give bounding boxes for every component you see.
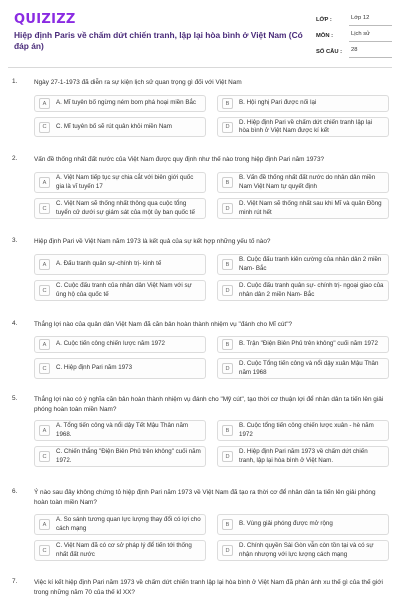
option-letter: B xyxy=(222,339,233,350)
option-text: D. Việt Nam sẽ thống nhất sau khi Mĩ và quân Đồng minh rút hết xyxy=(239,200,382,216)
option-letter: B xyxy=(222,519,233,530)
option-text: A. Mĩ tuyên bố ngừng ném bom phá hoại miền Bắc xyxy=(56,99,197,107)
option-text: D. Cuộc Tổng tiến công và nổi dậy xuân Mậu Thân năm 1968 xyxy=(239,360,379,376)
option-letter: D xyxy=(222,451,233,462)
question-text: Ý nào sau đây không chứng tỏ hiệp định Pari năm 1973 về Việt Nam đã tạo ra thời cơ để nhân dân ta tiến lên giải phóng hoàn toàn miền Nam? xyxy=(34,489,376,506)
question-number: 1. xyxy=(12,78,18,85)
answer-option-b[interactable] xyxy=(217,420,389,441)
option-letter: B xyxy=(222,98,233,109)
option-text: D. Hiệp định Pari năm 1973 về chấm dứt chiến tranh, lập lại hòa bình ở Việt Nam. xyxy=(239,448,368,464)
option-text: B. Cuộc đấu tranh kiên cường của nhân dân 2 miền Nam- Bắc xyxy=(239,256,382,272)
answer-option-c[interactable] xyxy=(34,540,206,561)
answer-options xyxy=(34,514,390,561)
meta-value: 28 xyxy=(349,47,392,58)
answer-option-b[interactable] xyxy=(217,254,389,275)
answer-option-d[interactable] xyxy=(217,358,389,379)
answer-option-d[interactable] xyxy=(217,540,389,561)
option-letter: B xyxy=(222,425,233,436)
option-text: D. Chính quyền Sài Gòn vẫn còn tồn tại và có sự nhận nhượng với lực lượng cách mạng xyxy=(239,542,374,558)
option-text: B. Cuộc tổng tiến công chiến lược xuân - hè năm 1972 xyxy=(239,422,374,438)
option-text: A. Việt Nam tiếp tục sự chia cắt với biên giới quốc gia là vĩ tuyến 17 xyxy=(56,174,194,190)
option-letter: C xyxy=(39,122,50,133)
question-text: Vấn đề thống nhất đất nước của Việt Nam được quy định như thế nào trong hiệp định Pari năm 1973? xyxy=(34,156,325,163)
question-text: Việc kí kết hiệp định Pari năm 1973 về chấm dứt chiến tranh lập lại hòa bình ở Việt Nam đã phản ánh xu thế gì của thế giới trong những năm 70 của thế kỉ XX? xyxy=(34,579,383,596)
option-text: A. So sánh tương quan lực lượng thay đổi có lợi cho cách mạng xyxy=(56,516,201,532)
option-text: B. Hội nghị Pari được nối lại xyxy=(239,99,317,107)
option-letter: D xyxy=(222,203,233,214)
answer-option-b[interactable] xyxy=(217,172,389,193)
option-letter: B xyxy=(222,259,233,270)
answer-option-a[interactable] xyxy=(34,420,206,441)
question-number: 3. xyxy=(12,237,18,244)
question-text: Thắng lợi nào có ý nghĩa căn bản hoàn thành nhiệm vụ đánh cho "Mỹ cút", tạo thời cơ thuận lợi để nhân dân ta tiến lên giải phóng hoàn toàn miền Nam? xyxy=(34,396,384,413)
meta-label: MÔN : xyxy=(316,33,334,39)
worksheet-meta xyxy=(316,12,392,60)
question-text: Hiệp định Pari về Việt Nam năm 1973 là kết quả của sự kết hợp những yếu tố nào? xyxy=(34,238,271,245)
answer-option-d[interactable] xyxy=(217,280,389,301)
answer-option-b[interactable] xyxy=(217,336,389,353)
answer-options xyxy=(34,420,390,467)
option-letter: A xyxy=(39,425,50,436)
question-number: 7. xyxy=(12,578,18,585)
option-text: D. Cuộc đấu tranh quân sự- chính trị- ngoại giao của nhân dân 2 miền Nam- Bắc xyxy=(239,282,384,298)
quizizz-logo: QUIZIZZ xyxy=(14,12,76,27)
meta-row-class xyxy=(316,12,392,28)
answer-options xyxy=(34,254,390,301)
option-text: C. Chiến thắng "Điện Biên Phủ trên không" cuối năm 1972. xyxy=(56,448,201,464)
option-text: C. Mĩ tuyên bố sẽ rút quân khỏi miền Nam xyxy=(56,122,172,130)
question-number: 5. xyxy=(12,395,18,402)
option-text: C. Việt Nam đã có cơ sở pháp lý để tiến tới thống nhất đất nước xyxy=(56,542,192,558)
answer-option-d[interactable] xyxy=(217,446,389,467)
option-letter: A xyxy=(39,519,50,530)
option-text: C. Hiệp định Pari năm 1973 xyxy=(56,364,133,372)
answer-option-d[interactable] xyxy=(217,117,389,137)
answer-option-a[interactable] xyxy=(34,95,206,112)
worksheet-title: Hiệp định Paris về chấm dứt chiến tranh, lập lại hòa bình ở Việt Nam (Có đáp án) xyxy=(14,30,303,51)
answer-option-d[interactable] xyxy=(217,198,389,219)
meta-row-subject xyxy=(316,28,392,44)
answer-options xyxy=(34,336,390,379)
option-text: D. Hiệp định Pari về chấm dứt chiến tranh lập lại hòa bình ở Việt Nam được kí kết xyxy=(239,118,373,134)
meta-row-count xyxy=(316,44,392,60)
option-letter: B xyxy=(222,177,233,188)
option-text: A. Tổng tiến công và nổi dậy Tết Mậu Thân năm 1968. xyxy=(56,422,189,438)
answer-option-a[interactable] xyxy=(34,172,206,193)
answer-option-b[interactable] xyxy=(217,514,389,535)
question-text: Thắng lợi nào của quân dân Việt Nam đã căn bản hoàn thành nhiệm vụ "đánh cho Mĩ cút"? xyxy=(34,321,293,328)
meta-label: SỐ CÂU : xyxy=(316,49,343,55)
header-divider xyxy=(8,67,392,68)
option-letter: D xyxy=(222,363,233,374)
answer-option-c[interactable] xyxy=(34,358,206,379)
answer-options xyxy=(34,172,390,219)
answer-option-b[interactable] xyxy=(217,95,389,112)
option-letter: C xyxy=(39,285,50,296)
option-letter: C xyxy=(39,451,50,462)
worksheet-header xyxy=(0,0,400,64)
option-text: A. Cuộc tiến công chiến lược năm 1972 xyxy=(56,340,165,348)
meta-label: LỚP : xyxy=(316,17,332,23)
answer-option-a[interactable] xyxy=(34,254,206,275)
question-number: 4. xyxy=(12,320,18,327)
question-number: 6. xyxy=(12,488,18,495)
meta-value: Lớp 12 xyxy=(349,15,392,26)
question-number: 2. xyxy=(12,155,18,162)
option-letter: A xyxy=(39,259,50,270)
option-letter: C xyxy=(39,203,50,214)
option-text: C. Cuộc đấu tranh của nhân dân Việt Nam với sự ủng hộ của quốc tế xyxy=(56,282,192,298)
option-letter: D xyxy=(222,285,233,296)
question-text: Ngày 27-1-1973 đã diễn ra sự kiện lịch sử quan trọng gì đối với Việt Nam xyxy=(34,79,242,86)
option-letter: D xyxy=(222,545,233,556)
option-text: B. Vấn đề thống nhất đất nước do nhân dân miền Nam Việt Nam tự quyết định xyxy=(239,174,376,190)
option-letter: C xyxy=(39,363,50,374)
option-text: B. Trận "Điện Biên Phủ trên không" cuối năm 1972 xyxy=(239,340,378,348)
answer-option-c[interactable] xyxy=(34,117,206,137)
option-text: A. Đấu tranh quân sự-chính trị- kinh tế xyxy=(56,260,162,268)
option-letter: A xyxy=(39,98,50,109)
answer-option-c[interactable] xyxy=(34,446,206,467)
answer-option-c[interactable] xyxy=(34,280,206,301)
option-text: C. Việt Nam sẽ thống nhất thông qua cuộc tổng tuyển cử dưới sự giám sát của một ủy ban quốc tế xyxy=(56,200,195,216)
option-letter: A xyxy=(39,339,50,350)
answer-option-c[interactable] xyxy=(34,198,206,219)
meta-value: Lịch sử xyxy=(349,31,392,42)
answer-option-a[interactable] xyxy=(34,336,206,353)
answer-options xyxy=(34,95,390,137)
answer-option-a[interactable] xyxy=(34,514,206,535)
option-letter: D xyxy=(222,122,233,133)
option-letter: C xyxy=(39,545,50,556)
option-text: B. Vùng giải phóng được mở rộng xyxy=(239,520,333,528)
option-letter: A xyxy=(39,177,50,188)
